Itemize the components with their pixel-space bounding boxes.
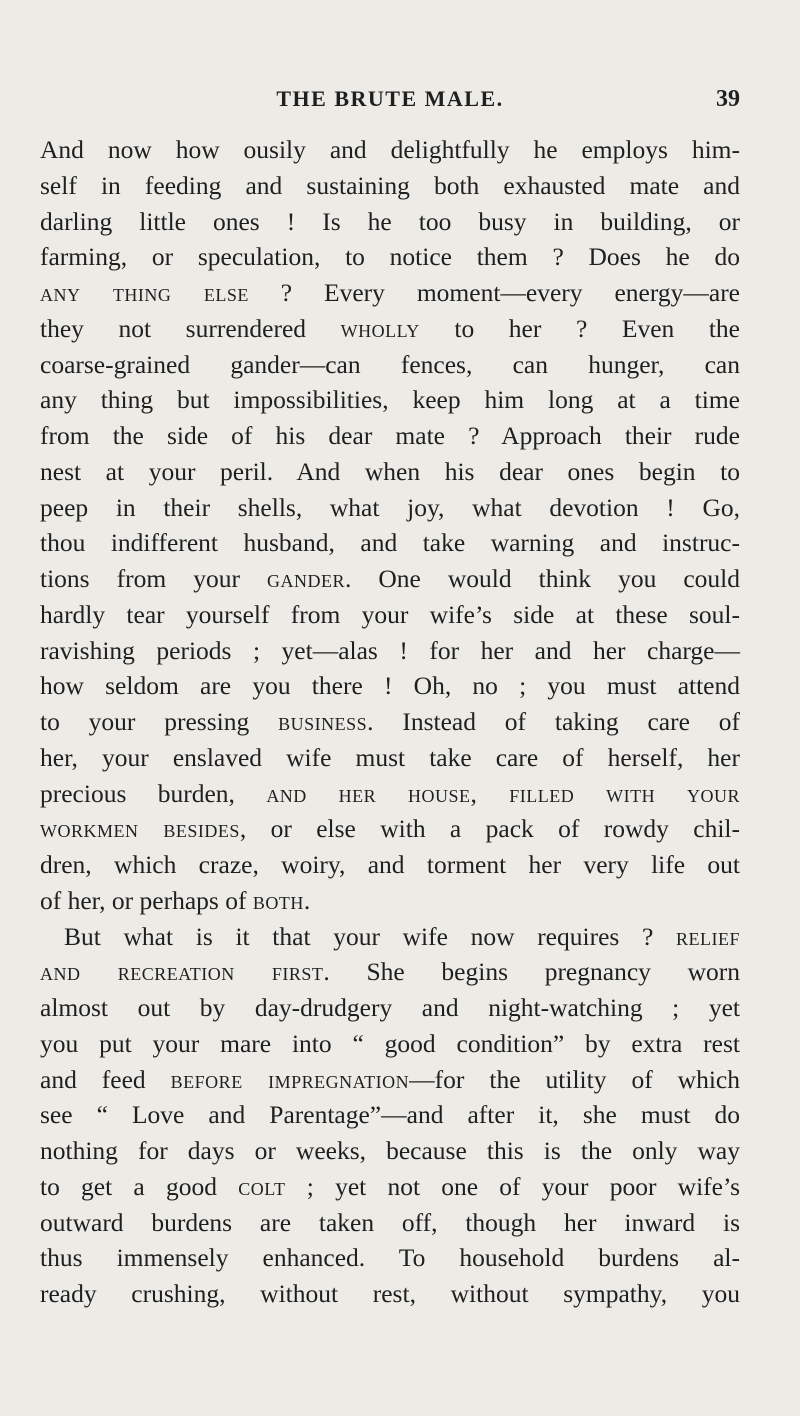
text-line: any thing else ? Every moment—every energy—are [40,278,741,307]
text-line: nothing for days or weeks, because this is the only way [40,1136,740,1165]
text-line: you put your mare into “ good condition” by extra rest [40,1028,740,1058]
text-line: precious burden, and her house, filled with your [40,778,740,808]
text-line: And now how ousily and delightfully he employs him- [40,135,740,164]
text-line: how seldom are you there ! Oh, no ; you must attend [40,671,740,701]
text-line: farming, or speculation, to notice them ? Does he do [40,242,740,272]
text-line: from the side of his dear mate ? Approach their rude [40,421,740,450]
text-line: to your pressing business. Instead of taking care of [40,707,740,736]
text-line: darling little ones ! Is he too busy in building, or [40,206,740,236]
text-line: hardly tear yourself from your wife’s side at these soul- [40,599,740,629]
text-line: see “ Love and Parentage”—and after it, she must do [40,1100,740,1130]
text-line: thou indifferent husband, and take warning and instruc- [40,528,740,558]
text-line: any thing but impossibilities, keep him long at a time [40,385,740,415]
text-line: to get a good colt ; yet not one of your poor wife’s [40,1171,741,1201]
text-line: tions from your gander. One would think you could [40,564,740,593]
paragraph-first-line: But what is it that your wife now requires ? relief [64,921,740,951]
running-head [40,84,740,114]
text-line: ready crushing, without rest, without sympathy, you [40,1279,740,1308]
text-line: nest at your peril. And when his dear ones begin to [40,456,740,486]
text-line: workmen besides, or else with a pack of rowdy chil- [40,814,740,844]
text-line: thus immensely enhanced. To household burdens al- [40,1243,740,1273]
text-line: and recreation first. She begins pregnancy worn [40,957,740,987]
text-line: and feed before impregnation—for the utility of which [40,1064,740,1094]
text-line: her, your enslaved wife must take care of herself, her [40,742,740,772]
text-line: dren, which craze, woiry, and torment her very life out [40,850,740,879]
text-line: they not surrendered wholly to her ? Even the [40,313,740,343]
text-line: coarse-grained gander—can fences, can hunger, can [40,349,740,379]
text-line: almost out by day-drudgery and night-watching ; yet [40,993,740,1022]
text-line: ravishing periods ; yet—alas ! for her and her charge— [40,635,740,665]
body-text [40,132,740,1312]
text-line: self in feeding and sustaining both exhausted mate and [40,170,740,200]
text-line: peep in their shells, what joy, what devotion ! Go, [40,492,740,522]
paragraph-last-line: of her, or perhaps of both. [40,885,311,915]
running-title: THE BRUTE MALE. [276,86,504,111]
page-number: 39 [716,86,740,112]
text-line: outward burdens are taken off, though her inward is [40,1207,740,1237]
